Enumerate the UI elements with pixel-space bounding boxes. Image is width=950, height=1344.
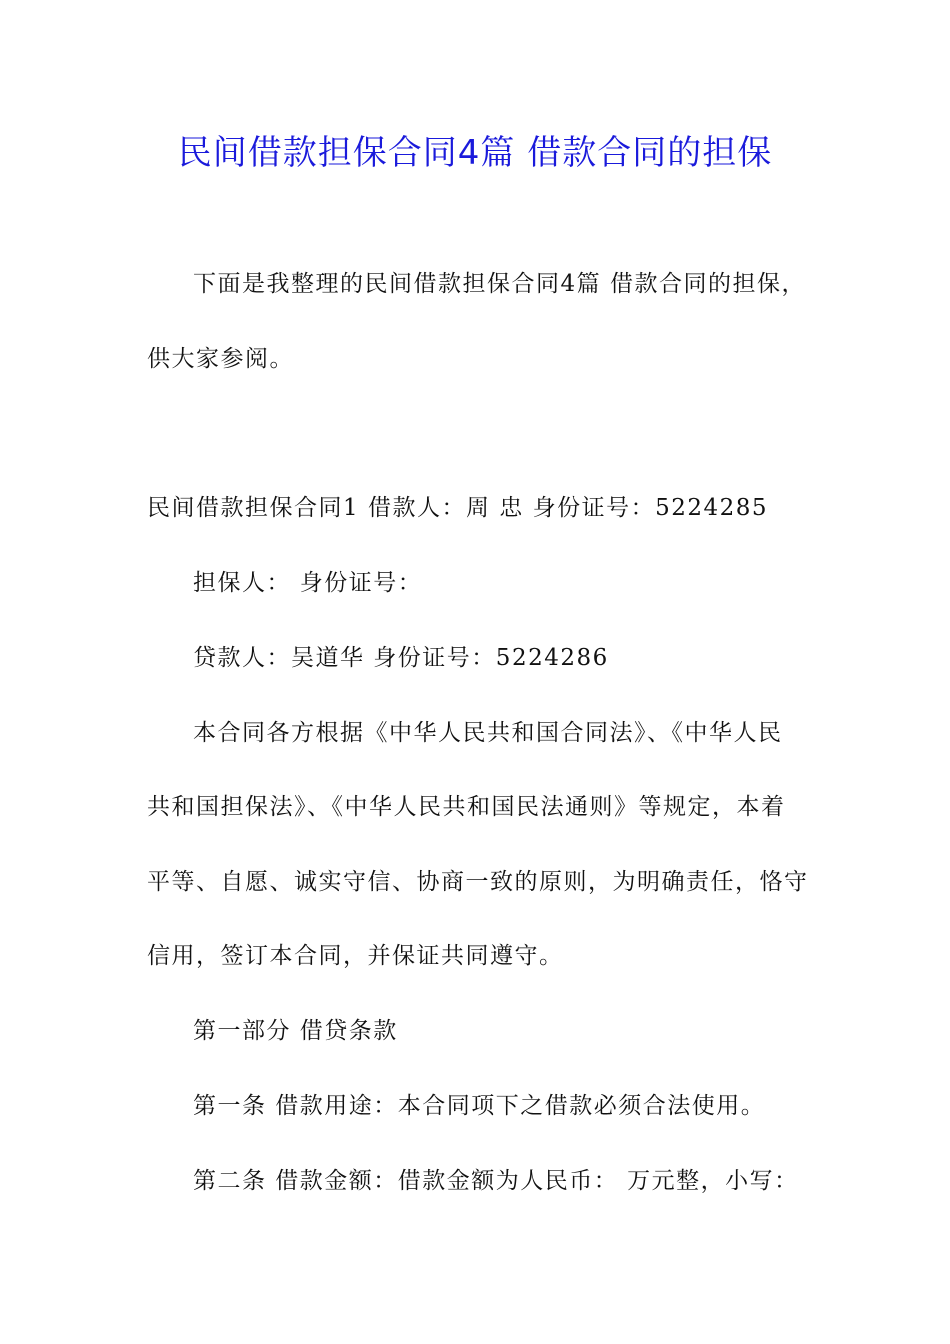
lender-line: 贷款人：吴道华 身份证号：5224286 xyxy=(193,645,609,671)
preamble-line-3: 平等、自愿、诚实守信、协商一致的原则，为明确责任，恪守 xyxy=(147,869,809,895)
preamble-line-1: 本合同各方根据《中华人民共和国合同法》、《中华人民 xyxy=(193,720,783,746)
contract-heading-line: 民间借款担保合同1 借款人：周 忠 身份证号：5224285 xyxy=(147,495,768,521)
preamble-line-2: 共和国担保法》、《中华人民共和国民法通则》等规定，本着 xyxy=(147,794,786,820)
section-heading: 第一部分 借贷条款 xyxy=(193,1018,398,1044)
article-1-line: 第一条 借款用途：本合同项下之借款必须合法使用。 xyxy=(193,1093,766,1119)
preamble-line-4: 信用，签订本合同，并保证共同遵守。 xyxy=(147,943,564,969)
intro-line-2: 供大家参阅。 xyxy=(147,346,294,372)
intro-line-1: 下面是我整理的民间借款担保合同4篇 借款合同的担保， xyxy=(193,271,806,297)
guarantor-line: 担保人： 身份证号： xyxy=(193,570,423,596)
article-2-line: 第二条 借款金额：借款金额为人民币： 万元整，小写： xyxy=(193,1168,799,1194)
document-title: 民间借款担保合同4篇 借款合同的担保 xyxy=(177,133,773,173)
